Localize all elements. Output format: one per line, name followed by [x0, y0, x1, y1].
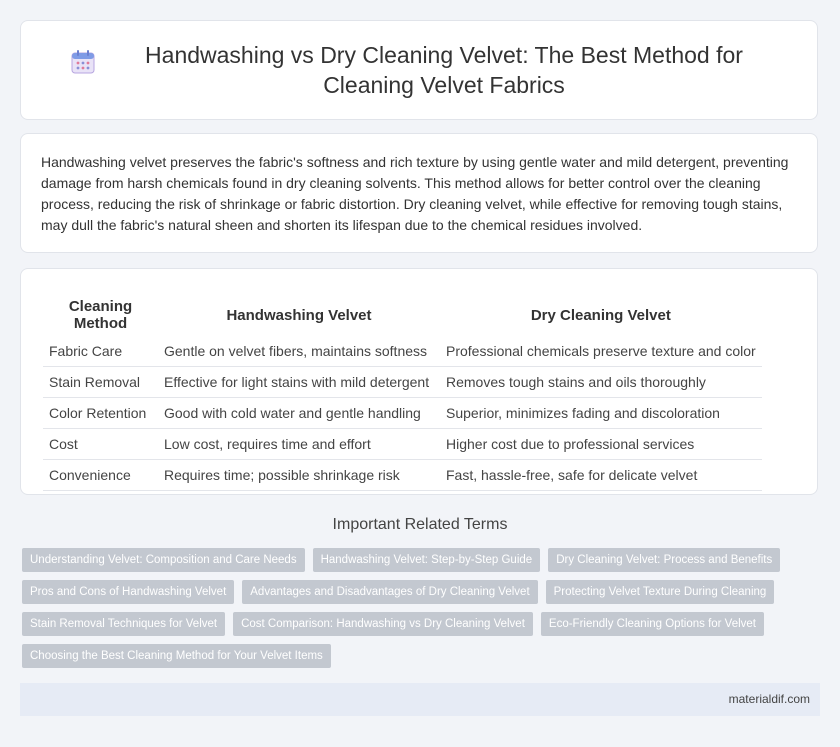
tag-link[interactable]: Stain Removal Techniques for Velvet [22, 612, 225, 636]
header-dry-cleaning: Dry Cleaning Velvet [530, 306, 671, 324]
tag-link[interactable]: Advantages and Disadvantages of Dry Cleaning Velvet [242, 580, 537, 604]
handwashing-cell: Gentle on velvet fibers, maintains softness [158, 336, 440, 367]
row-label: Stain Removal [43, 367, 158, 398]
header-cleaning-method: Cleaning Method [68, 298, 133, 332]
footer [20, 683, 820, 716]
tag-link[interactable]: Choosing the Best Cleaning Method for Your Velvet Items [22, 644, 331, 668]
handwashing-cell: Requires time; possible shrinkage risk [158, 460, 440, 491]
dry-cleaning-cell: Higher cost due to professional services [440, 429, 762, 460]
row-label: Cost [43, 429, 158, 460]
tag-link[interactable]: Pros and Cons of Handwashing Velvet [22, 580, 234, 604]
tag-link[interactable]: Understanding Velvet: Composition and Care Needs [22, 548, 305, 572]
comparison-card [20, 268, 818, 495]
handwashing-cell: Good with cold water and gentle handling [158, 398, 440, 429]
page-title: Handwashing vs Dry Cleaning Velvet: The Best Method for Cleaning Velvet Fabrics [145, 42, 743, 98]
dry-cleaning-cell: Professional chemicals preserve texture and color [440, 336, 762, 367]
handwashing-cell: Effective for light stains with mild detergent [158, 367, 440, 398]
table-header-row [43, 295, 762, 336]
calendar-icon [69, 48, 97, 76]
tag-link[interactable]: Dry Cleaning Velvet: Process and Benefits [548, 548, 780, 572]
related-tags [22, 548, 822, 676]
table-row [43, 398, 762, 429]
header-card [20, 20, 818, 120]
header [69, 40, 769, 100]
comparison-table [43, 295, 762, 491]
dry-cleaning-cell: Fast, hassle-free, safe for delicate velvet [440, 460, 762, 491]
table-row [43, 336, 762, 367]
table-row [43, 367, 762, 398]
tag-link[interactable]: Eco-Friendly Cleaning Options for Velvet [541, 612, 764, 636]
row-label: Color Retention [43, 398, 158, 429]
intro-card [20, 133, 818, 253]
header-handwashing: Handwashing Velvet [226, 306, 372, 324]
row-label: Fabric Care [43, 336, 158, 367]
tag-link[interactable]: Handwashing Velvet: Step-by-Step Guide [313, 548, 541, 572]
intro-paragraph: Handwashing velvet preserves the fabric's softness and rich texture by using gentle water and mild detergent, preventing damage from harsh chemicals found in dry cleaning solvents. This method allows for better control over the cleaning process, reducing the risk of shrinkage or fabric distortion. Dry cleaning velvet, while effective for removing tough stains, may dull the fabric's natural sheen and shorten its lifespan due to the chemical residues involved. [41, 154, 789, 233]
related-terms-title: Important Related Terms [332, 516, 508, 533]
handwashing-cell: Low cost, requires time and effort [158, 429, 440, 460]
row-label: Convenience [43, 460, 158, 491]
table-row [43, 460, 762, 491]
tag-link[interactable]: Cost Comparison: Handwashing vs Dry Cleaning Velvet [233, 612, 533, 636]
dry-cleaning-cell: Removes tough stains and oils thoroughly [440, 367, 762, 398]
tag-link[interactable]: Protecting Velvet Texture During Cleaning [546, 580, 775, 604]
footer-site-link[interactable]: materialdif.com [728, 692, 810, 706]
table-row [43, 429, 762, 460]
dry-cleaning-cell: Superior, minimizes fading and discoloration [440, 398, 762, 429]
